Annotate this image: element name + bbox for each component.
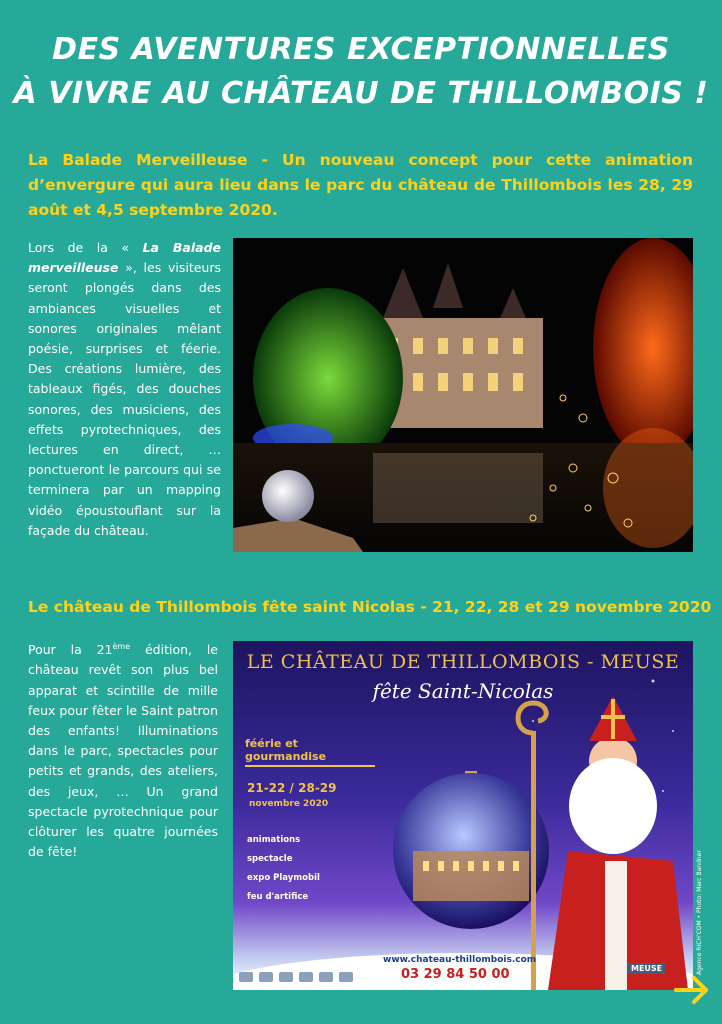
poster-tagline-line2: gourmandise <box>245 750 327 763</box>
poster-website: www.chateau-thillombois.com <box>383 955 537 965</box>
photo-credit: Agence RICH'COM • Photo: Marc Bandner <box>696 850 703 975</box>
poster-partner-logo: MEUSE <box>628 963 665 974</box>
poster-phone: 03 29 84 50 00 <box>401 967 510 982</box>
poster-activities <box>247 831 320 907</box>
section1-body-start: Lors de la « <box>28 240 143 255</box>
sponsor-logo <box>279 972 293 982</box>
poster-subtitle: fête Saint-Nicolas <box>372 679 554 703</box>
poster-activity: feu d'artifice <box>247 892 309 902</box>
page-title-line1: DES AVENTURES EXCEPTIONNELLES <box>52 32 670 67</box>
poster-tagline <box>245 737 326 763</box>
sponsor-logos <box>239 967 389 983</box>
section2-body-end: édition, le château revêt son plus bel apparat et scintille de mille feux pour fêter le Saint patron des enfants! Illuminations dans le parc, spectacles pour petits et grands, des ateliers, des jeux, … Un grand spectacle pyrotechnique pour clôturer les quatre journées de fête! <box>28 642 218 860</box>
sponsor-logo <box>259 972 273 982</box>
poster-dates: 21-22 / 28-29 <box>247 781 337 795</box>
poster-activity: expo Playmobil <box>247 873 320 883</box>
castle-night-photo <box>233 238 693 552</box>
poster-tagline-line1: féérie et <box>245 737 298 750</box>
section2-body <box>28 637 218 862</box>
sponsor-logo <box>239 972 253 982</box>
section1-body-emphasis: La Balade merveilleuse <box>28 240 221 276</box>
section1-body <box>28 238 221 541</box>
poster-activity: animations <box>247 835 301 845</box>
section1-body-end: », les visiteurs seront plongés dans des ambiances visuelles et sonores originales mêlant poésie, surprises et féerie. Des créations lumière, des tableaux figés, des douches sonores, des musiciens, des effets pyrotechniques, des lectures en direct, … ponctueront le parcours qui se terminera par un mapping vidéo époustouflant sur la façade du château. <box>28 260 221 538</box>
poster-month: novembre 2020 <box>249 799 329 809</box>
section1-heading: La Balade Merveilleuse - Un nouveau concept pour cette animation d’envergure qui aura lieu dans le parc du château de Thillombois les 28, 29 août et 4,5 septembre 2020. <box>28 151 693 219</box>
page-title <box>0 28 722 116</box>
sponsor-logo <box>339 972 353 982</box>
sponsor-logo <box>299 972 313 982</box>
poster-title: LE CHÂTEAU DE THILLOMBOIS - MEUSE <box>246 651 680 673</box>
saint-nicolas-poster <box>233 641 693 990</box>
sponsor-logo <box>319 972 333 982</box>
section2-body-sup: ème <box>112 642 131 651</box>
section2-body-start: Pour la 21 <box>28 642 113 658</box>
poster-activity: spectacle <box>247 854 293 864</box>
section2-heading: Le château de Thillombois fête saint Nicolas - 21, 22, 28 et 29 novembre 2020 <box>28 598 712 616</box>
page-title-line2: À VIVRE AU CHÂTEAU DE THILLOMBOIS ! <box>13 76 709 111</box>
next-page-button[interactable] <box>672 970 712 1010</box>
arrow-right-icon <box>672 970 712 1010</box>
